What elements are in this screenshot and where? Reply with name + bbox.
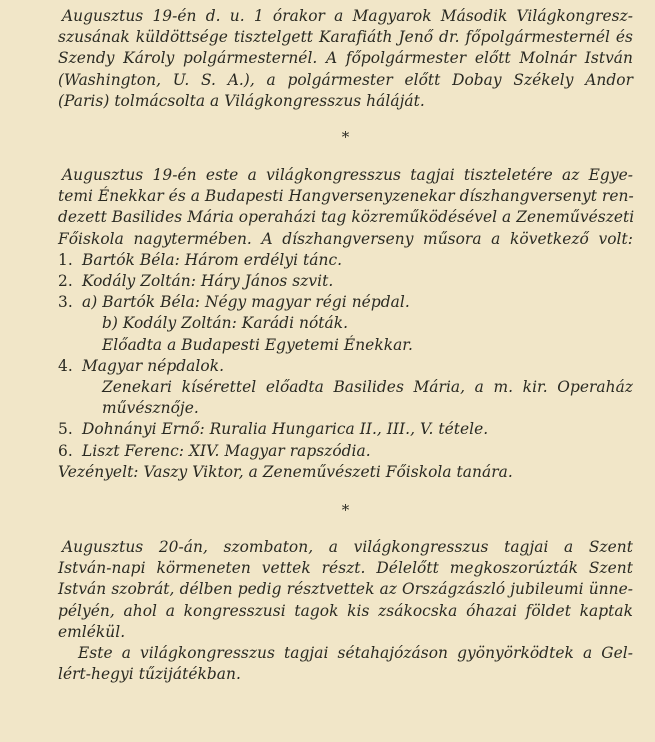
program-item-3 [58,292,633,313]
program-item-4 [58,356,633,377]
item-text: Kodály Zoltán: Háry János szvit. [82,272,334,291]
text-line: dezett Basilides Mária operaházi tag közreműködésével a Zeneművészeti [58,208,635,227]
item-text: Bartók Béla: Három erdélyi tánc. [82,250,343,269]
item-text: a) Bartók Béla: Négy magyar régi népdal. [82,293,410,312]
paragraph-procession [58,537,633,643]
paragraph-delegation [58,6,633,112]
conductor-line: Vezényelt: Vaszy Viktor, a Zeneművészeti Főiskola tanára. [58,462,513,481]
program-item-3b: b) Kodály Zoltán: Karádi nóták. [102,314,349,333]
section-separator: * [341,501,350,520]
program-item-5 [58,419,633,440]
program-item-4-performer-cont: művésznője. [102,399,199,418]
text-line: Augusztus 19-én d. u. 1 órakor a Magyarok Második Világkongresz- [62,7,633,25]
section-separator: * [341,128,350,147]
item-number: 6. [58,441,73,460]
program-item-2 [58,271,633,292]
program-item-4-performer: Zenekari kísérettel előadta Basilides Mária, a m. kir. Operaház [102,378,633,397]
item-number: 3. [58,293,73,312]
concert-program [58,250,633,483]
text-line: Augusztus 19-én este a világkongresszus tagjai tiszteletére az Egye- [62,166,633,185]
text-line: pélyén, ahol a kongresszusi tagok kis zsákocska óhazai földet kaptak [58,601,633,620]
text-line: lért-hegyi tűzijátékban. [58,665,241,684]
paragraph-fireworks [58,643,633,685]
text-line: temi Énekkar és a Budapesti Hangversenyzenekar díszhangversenyt ren- [58,187,634,206]
item-number: 4. [58,356,73,375]
item-number: 5. [58,420,73,439]
text-line: Szendy Károly polgármesternél. A főpolgármester előtt Molnár István [58,49,633,68]
item-text: Magyar népdalok. [82,356,225,375]
item-number: 1. [58,250,73,269]
text-line: szusának küldöttsége tisztelgett Karafiáth Jenő dr. főpolgármesternél és [58,28,633,47]
text-line: István szobrát, délben pedig résztvettek az Országzászló jubileumi ünne- [58,580,633,599]
item-text: Liszt Ferenc: XIV. Magyar rapszódia. [82,441,371,460]
text-line: Főiskola nagytermében. A díszhangverseny műsora a következő volt: [58,229,633,248]
text-line: emlékül. [58,622,126,641]
program-item-1 [58,250,633,271]
text-line: István-napi körmeneten vettek részt. Délelőtt megkoszorúzták Szent [58,559,633,578]
text-line: Augusztus 20-án, szombaton, a világkongresszus tagjai a Szent [62,538,633,557]
text-line: Este a világkongresszus tagjai sétahajózáson gyönyörködtek a Gel- [78,644,633,663]
item-number: 2. [58,272,73,291]
program-item-3-performer: Előadta a Budapesti Egyetemi Énekkar. [102,335,413,354]
program-item-6 [58,441,633,462]
paragraph-concert [58,165,633,250]
text-line: (Washington, U. S. A.), a polgármester előtt Dobay Székely Andor [58,70,633,89]
text-line: (Paris) tolmácsolta a Világkongresszus háláját. [58,91,425,110]
item-text: Dohnányi Ernő: Ruralia Hungarica II., III., V. tétele. [82,420,489,439]
